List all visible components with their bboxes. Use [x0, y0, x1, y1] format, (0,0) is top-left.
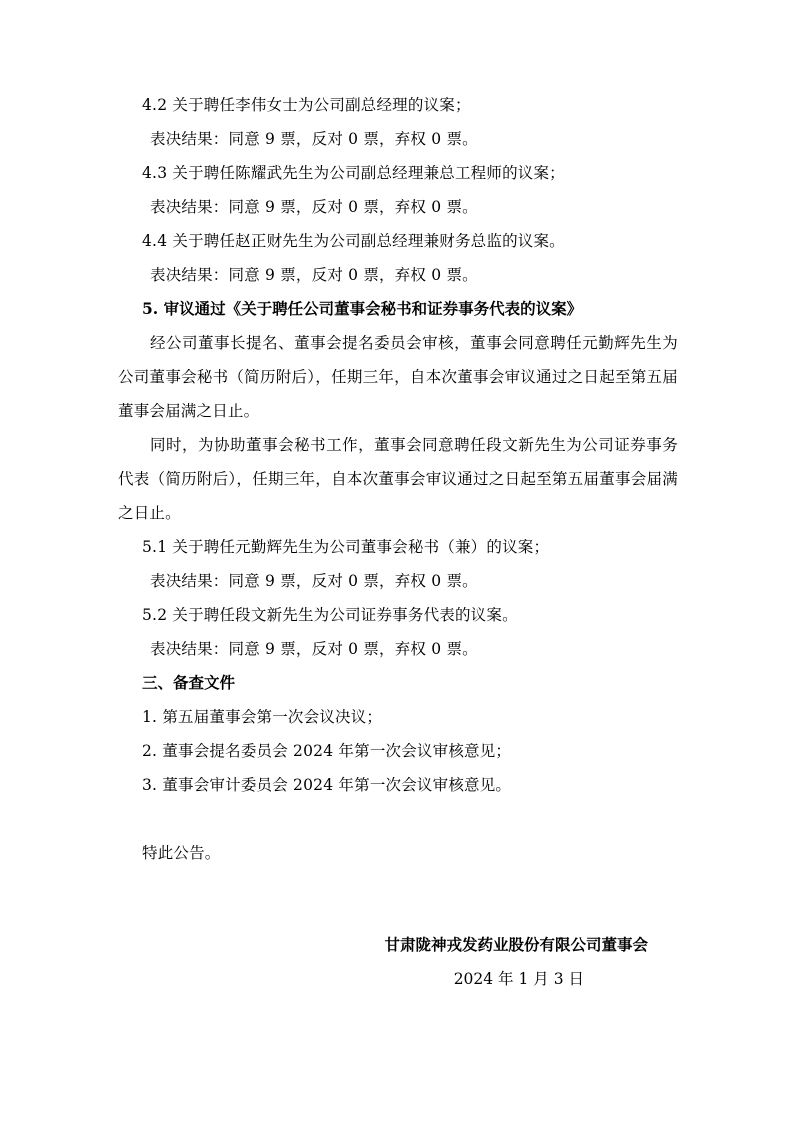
signature-block [118, 928, 678, 996]
vote-result: 表决结果：同意 9 票，反对 0 票，弃权 0 票。 [150, 640, 478, 658]
document-body [118, 88, 678, 996]
agenda-item: 5.2 关于聘任段文新先生为公司证券事务代表的议案。 [142, 606, 518, 624]
section5-paragraph-1: 经公司董事长提名、董事会提名委员会审核，董事会同意聘任元勤辉先生为公司董事会秘书（简历附后），任期三年，自本次董事会审议通过之日起至第五届董事会届满之日止。 [118, 334, 678, 420]
reference-document: 2. 董事会提名委员会 2024 年第一次会议审核意见； [142, 742, 512, 760]
reference-document: 1. 第五届董事会第一次会议决议； [142, 708, 383, 726]
reference-document: 3. 董事会审计委员会 2024 年第一次会议审核意见。 [142, 776, 512, 794]
section-heading-6: 三、备查文件 [142, 673, 236, 692]
signature-company: 甘肃陇神戎发药业股份有限公司董事会 [384, 935, 648, 954]
agenda-item: 4.4 关于聘任赵正财先生为公司副总经理兼财务总监的议案。 [142, 232, 565, 250]
closing-statement: 特此公告。 [142, 844, 221, 862]
vote-result: 表决结果：同意 9 票，反对 0 票，弃权 0 票。 [150, 572, 478, 590]
agenda-item: 5.1 关于聘任元勤辉先生为公司董事会秘书（兼）的议案； [142, 538, 550, 556]
spacer [118, 802, 678, 836]
vote-result: 表决结果：同意 9 票，反对 0 票，弃权 0 票。 [150, 130, 478, 148]
agenda-item: 4.3 关于聘任陈耀武先生为公司副总经理兼总工程师的议案； [142, 164, 565, 182]
vote-result: 表决结果：同意 9 票，反对 0 票，弃权 0 票。 [150, 266, 478, 284]
vote-result: 表决结果：同意 9 票，反对 0 票，弃权 0 票。 [150, 198, 478, 216]
section-heading-5: 5. 审议通过《关于聘任公司董事会秘书和证券事务代表的议案》 [142, 299, 583, 318]
signature-date: 2024 年 1 月 3 日 [453, 970, 584, 988]
agenda-item: 4.2 关于聘任李伟女士为公司副总经理的议案； [142, 96, 471, 114]
section5-paragraph-2: 同时，为协助董事会秘书工作，董事会同意聘任段文新先生为公司证券事务代表（简历附后），任期三年，自本次董事会审议通过之日起至第五届董事会届满之日止。 [118, 436, 678, 522]
